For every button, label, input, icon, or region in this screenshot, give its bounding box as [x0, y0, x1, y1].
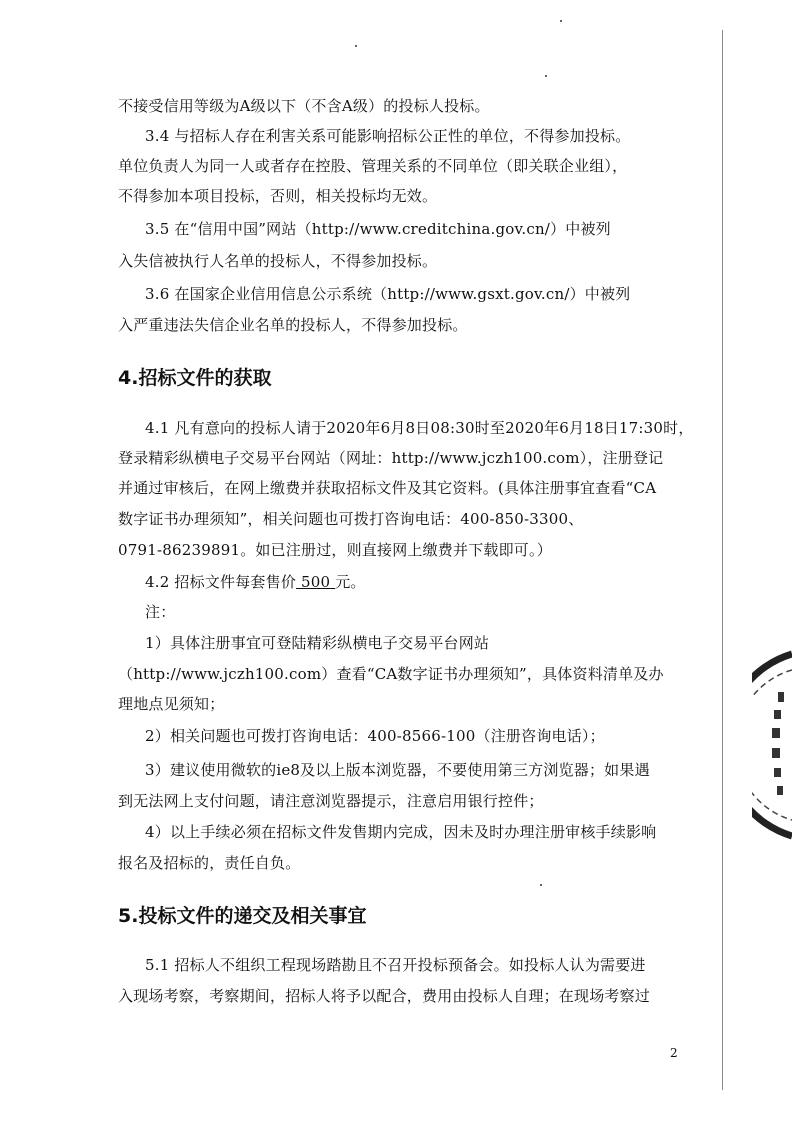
text-line: 3.5 在“信用中国”网站（http://www.creditchina.gov.cn/）中被列 [145, 220, 611, 238]
text-line: 入严重违法失信企业名单的投标人，不得参加投标。 [118, 316, 468, 334]
seal-stamp [752, 650, 792, 840]
scan-speck [560, 20, 562, 22]
scan-speck [355, 45, 357, 47]
text-line: 不得参加本项目投标，否则，相关投标均无效。 [118, 187, 438, 205]
price-suffix: 元。 [335, 573, 366, 591]
text-line: 单位负责人为同一人或者存在控股、管理关系的不同单位（即关联企业组）， [118, 157, 628, 175]
price-prefix: 4.2 招标文件每套售价 [145, 573, 297, 591]
scan-edge-line [722, 30, 723, 1090]
text-line: 1）具体注册事宜可登陆精彩纵横电子交易平台网站 [145, 634, 490, 652]
text-line: 4）以上手续必须在招标文件发售期内完成，因未及时办理注册审核手续影响 [145, 823, 657, 841]
page-number: 2 [670, 1046, 678, 1060]
text-line: 5.1 招标人不组织工程现场踏勘且不召开投标预备会。如投标人认为需要进 [145, 956, 646, 974]
text-line: 并通过审核后，在网上缴费并获取招标文件及其它资料。(具体注册事宜查看“CA [118, 479, 657, 497]
section-4-heading: 4.招标文件的获取 [118, 367, 272, 389]
text-line: 0791-86239891。如已注册过，则直接网上缴费并下载即可。） [118, 541, 552, 559]
text-line: 登录精彩纵横电子交易平台网站（网址：http://www.jczh100.com），注册登记 [118, 449, 664, 467]
text-line: 3.4 与招标人存在利害关系可能影响招标公正性的单位，不得参加投标。 [145, 127, 631, 145]
text-line: 3.6 在国家企业信用信息公示系统（http://www.gsxt.gov.cn/）中被列 [145, 285, 631, 303]
text-line: 理地点见须知； [118, 695, 225, 713]
price-value: 500 [296, 573, 336, 591]
scan-speck [540, 884, 542, 886]
price-line [145, 572, 366, 592]
text-line: 数字证书办理须知”，相关问题也可拨打咨询电话：400-850-3300、 [118, 510, 584, 528]
text-line: 入失信被执行人名单的投标人，不得参加投标。 [118, 252, 438, 270]
section-5-heading: 5.投标文件的递交及相关事宜 [118, 905, 367, 927]
text-line: （http://www.jczh100.com）查看“CA数字证书办理须知”，具体资料清单及办 [118, 665, 664, 683]
notes-label: 注： [145, 603, 176, 621]
text-line: 到无法网上支付问题，请注意浏览器提示，注意启用银行控件； [118, 792, 544, 810]
text-line: 4.1 凡有意向的投标人请于2020年6月8日08:30时至2020年6月18日17:30时， [145, 419, 694, 437]
text-line: 2）相关问题也可拨打咨询电话：400-8566-100（注册咨询电话）； [145, 727, 605, 745]
text-line: 报名及招标的，责任自负。 [118, 854, 301, 872]
text-line: 入现场考察，考察期间，招标人将予以配合，费用由投标人自理；在现场考察过 [118, 987, 651, 1005]
text-line: 3）建议使用微软的ie8及以上版本浏览器，不要使用第三方浏览器；如果遇 [145, 761, 650, 779]
scan-speck [545, 75, 547, 77]
text-line: 不接受信用等级为A级以下（不含A级）的投标人投标。 [118, 97, 490, 115]
